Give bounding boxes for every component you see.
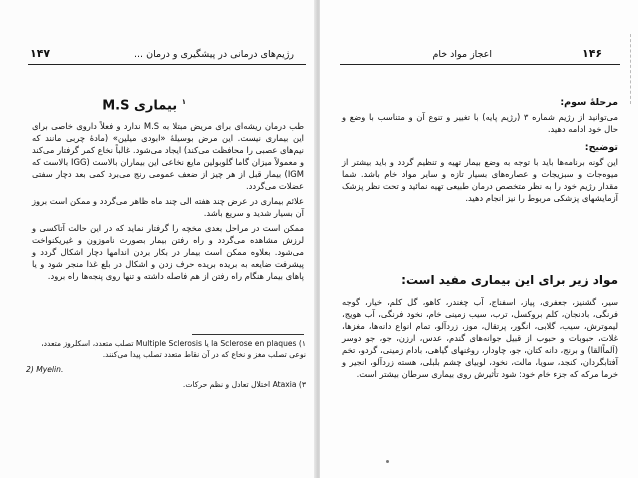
page-speck [386,460,389,463]
left-page [0,0,316,478]
right-running-head: اعجاز مواد خام [432,49,492,60]
right-page-number: ۱۴۶ [582,47,603,60]
right-upper-body [342,96,618,207]
footnote-1: ۱) la Sclerose en plaques یا Multiple Sclerosis تصلب متعدد، اسکلروز متعدد، نوعی تصلب مغز و نخاع که در آن نقاط متعدد تصلب پیدا می‌کنند. [41,339,306,359]
left-page-number: ۱۴۷ [30,47,51,60]
footnote-rule [192,334,304,335]
left-paragraph-3: ممکن است در مراحل بعدی مخچه را گرفتار نماید که در این حالت آتاکسی و لرزش مشاهده می‌گردد و راه رفتن بیمار بصورت ناموزون و غیریکنواخت می‌شود. بعلاوه ممکن است بیمار در بکار بردن اندامها دچار اشکال گردد و پیشرفت ضایعه به بریده بریده حرف زدن و اشکال در بلع غذا منجر شود و یا پاهای بیمار هنگام راه رفتن از هم فاصله داشته و تنها روی پنجه‌ها راه برود. [32,223,304,281]
section-heading-note: توضیح: [584,142,618,153]
left-running-head: رژیم‌های درمانی در پیشگیری و درمان ... [134,49,294,60]
left-body [32,120,304,285]
section-text-note: این گونه برنامه‌ها باید با توجه به وضع بیمار تهیه و تنظیم گردد و باید بیشتر از میوه‌جات و سبزیجات و عصاره‌های بسیار تازه و سایر مواد خام باشد. شما مقدار رژیم خود را به نظر متخصص درمان طبیعی تهیه نمائید و تحت نظر پزشک آزمایشهای پزشکی مربوط را نیز انجام دهید. [342,157,618,203]
title-footnote-mark: ۱ [181,98,186,106]
main-heading: مواد زیر برای این بیماری مفید است: [401,273,618,287]
right-lower-body [342,272,618,383]
right-page [320,0,638,478]
right-header-rule [340,64,620,65]
left-paragraph-2: علائم بیماری در عرض چند هفته الی چند ماه ظاهر می‌گردد و ممکن است بروز آن بسیار شدید و سریع باشد. [32,196,304,218]
left-header-rule [28,64,306,65]
footnotes [26,338,306,392]
food-list-text: سیر، گشنیز، جعفری، پیاز، اسفناج، آب چغندر، کاهو، گل کلم، خیار، گوجه فرنگی، بادنجان، کلم بروکسل، ترب، سیب زمینی خام، نخود فرنگی، آب هویج، لیموترش، سیب، گلابی، انگور، پرتقال، موز، زردآلو، تمام انواع دانه‌ها، مغزها، غلات، حبوبات و حبوب از قبیل جوانه‌های گندم، عدس، ارزن، جو، جو دوسر (اَلماً‌القا) و برنج، دانه کتان، جو، چاودار، روغنهای گیاهی، بادام زمینی، گردو، تخم آفتابگردان، کنجد، سویا، مالت، نخود، لوبیای چشم بلبلی، هسته زردآلو، انجیر و خرما مرکه که جزء خام خود: شود تأثیرش روی بیماری سرطان بیشتر است. [342,297,618,379]
page-edge-mark [630,34,635,104]
left-paragraph-1: طب درمان ریشه‌ای برای مریض مبتلا به M.S ندارد و فعلاً داروی خاصی برای این بیماری نیست. این مرض بوسیلهٔ «ابودی میلین» (مادهٔ چربی مانند که نیم‌های عصبی را محافظت می‌کند) ایجاد می‌شود. غالباً نخاع کمر گرفتار می‌کند و معمولاً میزان گاما گلوبولین مایع نخاعی این بیماران بالاست (IGG بالاست که IGM) بیمار قبل از هر چیز از ضعف عمومی رنج می‌برد کمی بعد دچار سفتی عضلات می‌گردد. [32,121,305,191]
section-heading-stage-3: مرحلهٔ سوم: [560,97,618,108]
section-text-stage-3: می‌توانید از رژیم شماره ۳ (رژیم پایه) با تغییر و تنوع آن و متناسب با وضع و حال خود ادامه دهید. [342,112,619,134]
footnote-2: 2) Myelin. [26,365,64,374]
left-title-text: بیماری M.S [102,98,178,114]
left-title [102,94,186,114]
footnote-3: ۳) Ataxia اختلال تعادل و نظم حرکات. [182,380,306,389]
